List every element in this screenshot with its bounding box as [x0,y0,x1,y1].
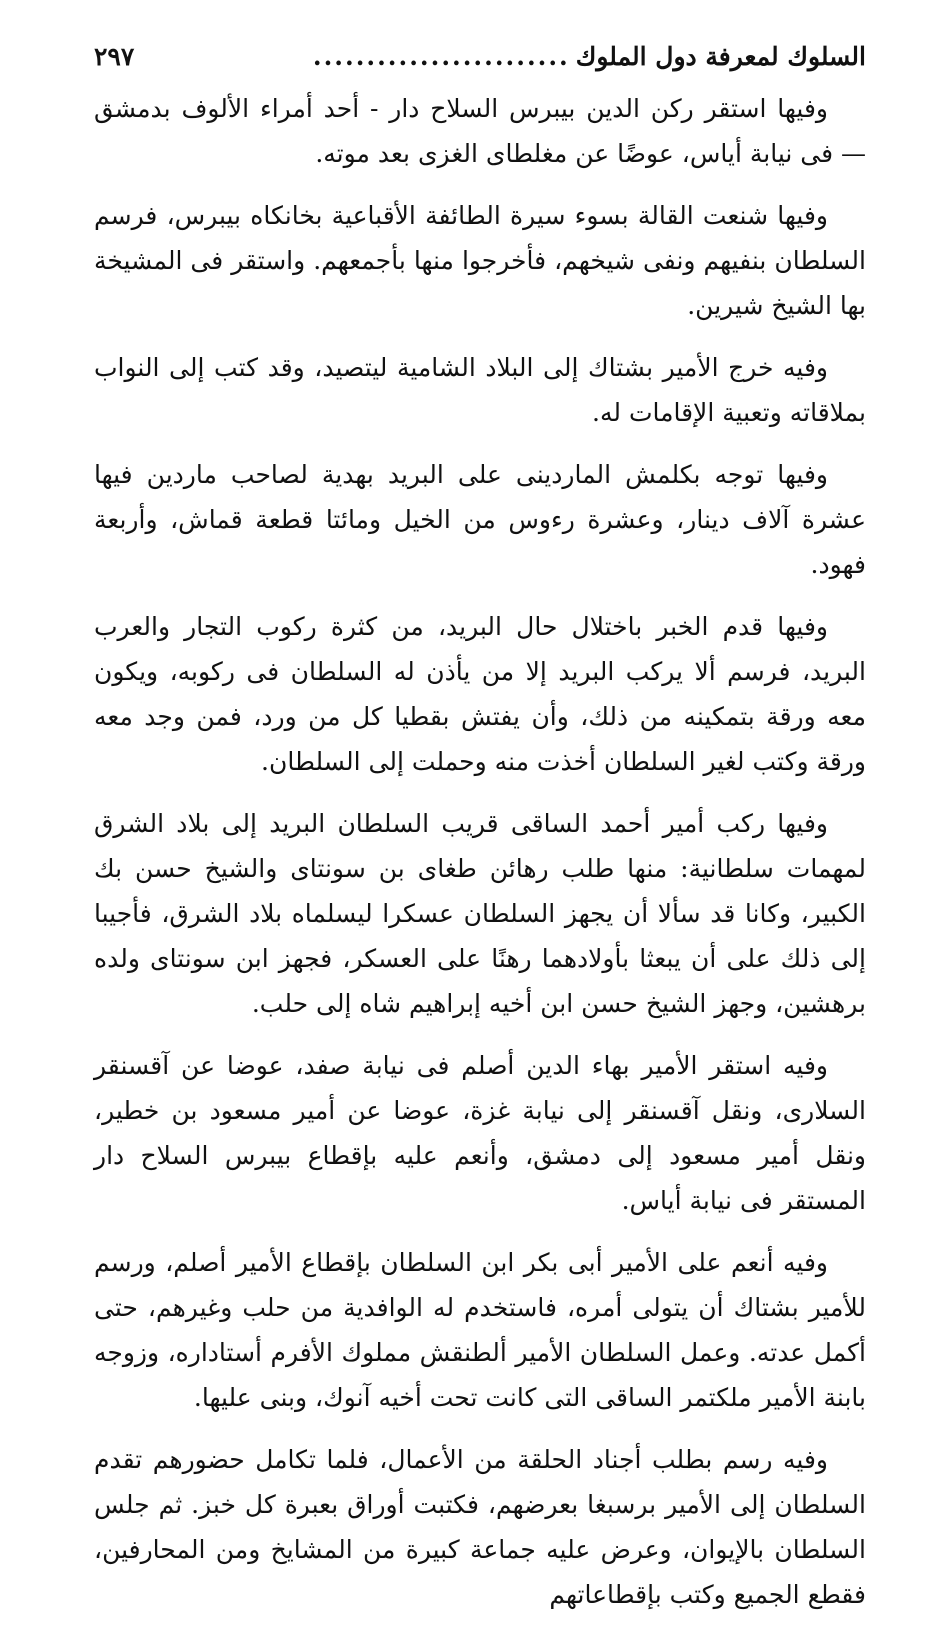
page-number: ٢٩٧ [94,42,135,71]
book-title: السلوك لمعرفة دول الملوك [575,42,866,71]
paragraph-safad-governor: وفيه استقر الأمير بهاء الدين أصلم فى نيابة صفد، عوضا عن آقسنقر السلارى، ونقل آقسنقر إلى نيابة غزة، عوضا عن أمير مسعود بن خطير، ونقل أمير مسعود إلى دمشق، وأنعم عليه بإقطاع بيبرس السلاح دار المستقر فى نيابة أياس. [94,1051,866,1215]
paragraph-abu-bakr-fief: وفيه أنعم على الأمير أبى بكر ابن السلطان بإقطاع الأمير أصلم، ورسم للأمير بشتاك أن يتولى أمره، فاستخدم له الوافدية من حلب وغيرهم، حتى أكمل عدته. وعمل السلطان الأمير ألطنقش مملوك الأفرم أستاداره، وزوجه بابنة الأمير ملكتمر الساقى التى كانت تحت أخيه آنوك، وبنى عليها. [94,1248,866,1412]
book-page [94,42,866,1634]
paragraph-ahmad-mission: وفيها ركب أمير أحمد الساقى قريب السلطان البريد إلى بلاد الشرق لمهمات سلطانية: منها طلب رهائن طغاى بن سونتاى والشيخ حسن بك الكبير، وكانا قد سألا أن يجهز السلطان عسكرا ليسلماه بلاد الشرق، فأجيبا إلى ذلك على أن يبعثا بأولادهما رهنًا على العسكر، فجهز ابن سونتاى ولده برهشين، وجهز الشيخ حسن ابن أخيه إبراهيم شاه إلى حلب. [94,809,866,1018]
header-leader-dots: ........................ [312,42,570,71]
paragraph-ayas-appointment: وفيها استقر ركن الدين بيبرس السلاح دار - أحد أمراء الألوف بدمشق — فى نيابة أياس، عوضًا عن مغلطاى الغزى بعد موته. [94,94,866,168]
paragraph-bashtak-hunting: وفيه خرج الأمير بشتاك إلى البلاد الشامية ليتصيد، وقد كتب إلى النواب بملاقاته وتعبية الإقامات له. [94,353,866,427]
page-body [94,86,866,1617]
paragraph-aqbaiya-exile: وفيها شنعت القالة بسوء سيرة الطائفة الأقباعية بخانكاه بيبرس، فرسم السلطان بنفيهم ونفى شيخهم، فأخرجوا منها بأجمعهم. واستقر فى المشيخة بها الشيخ شيرين. [94,201,866,320]
paragraph-postal-service: وفيها قدم الخبر باختلال حال البريد، من كثرة ركوب التجار والعرب البريد، فرسم ألا يركب البريد إلا من يأذن له السلطان فى ركوبه، ويكون معه ورقة بتمكينه من ذلك، وأن يفتش بقطيا كل من ورد، فمن وجد معه ورقة وكتب لغير السلطان أخذت منه وحملت إلى السلطان. [94,612,866,776]
paragraph-halqa-review: وفيه رسم بطلب أجناد الحلقة من الأعمال، فلما تكامل حضورهم تقدم السلطان إلى الأمير برسبغا بعرضهم، فكتبت أوراق بعبرة كل خبز. ثم جلس السلطان بالإيوان، وعرض عليه جماعة كبيرة من المشايخ ومن المحارفين، فقطع الجميع وكتب بإقطاعاتهم [94,1445,866,1609]
paragraph-mardin-gift: وفيها توجه بكلمش الماردينى على البريد بهدية لصاحب ماردين فيها عشرة آلاف دينار، وعشرة رءوس من الخيل ومائتا قطعة قماش، وأربعة فهود. [94,460,866,579]
running-header [94,42,866,86]
